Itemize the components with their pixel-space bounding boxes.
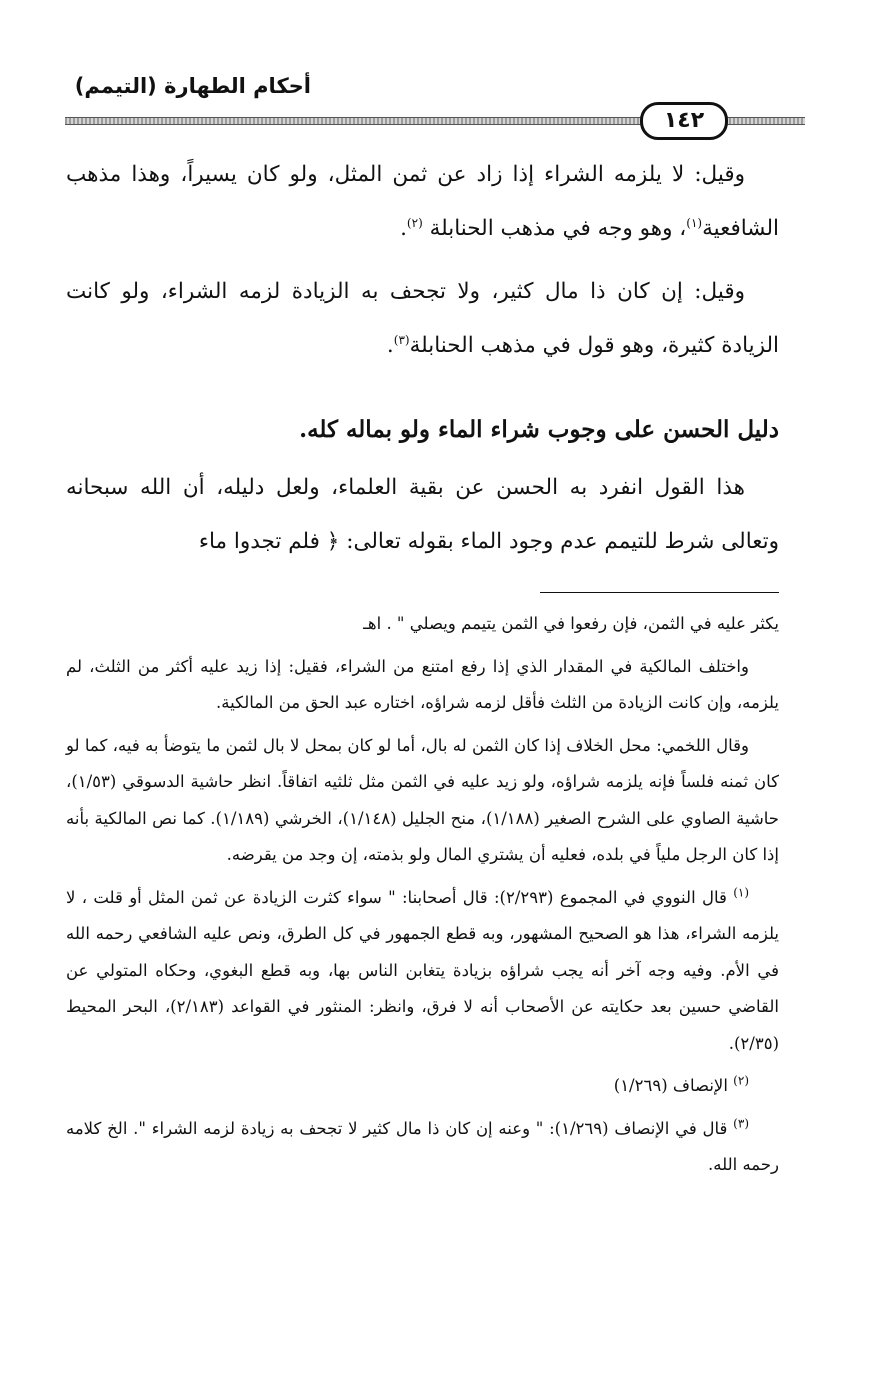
running-header-title: أحكام الطهارة (التيمم) [74,74,311,98]
footnote-1-text: قال النووي في المجموع (٢/٢٩٣): قال أصحابنا: " سواء كثرت الزيادة عن ثمن المثل أو قلت ، لا يلزمه الشراء، هذا هو الصحيح المشهور، وبه قطع الجمهور في كل الطرق، ونص عليه الشافعي رحمه الله في الأم. وفيه وجه آخر أنه يجب شراؤه بزيادة يتغابن الناس بها، وبه قطع البغوي، وحكاه المتولي عن القاضي حسين بعد حكايته عن الأصحاب أنه لا فرق، وانظر: المنثور في القواعد (٢/١٨٣)، البحر المحيط (٢/٣٥). [66,887,779,1053]
paragraph-2-text: وقيل: إن كان ذا مال كثير، ولا تجحف به الزيادة لزمه الشراء، ولو كانت الزيادة كثيرة، وهو قول في مذهب الحنابلة [66,279,779,358]
paragraph-2 [66,265,779,373]
footnote-1-marker: (١) [733,885,750,899]
paragraph-1 [66,148,779,256]
footnote-2-marker: (٢) [733,1073,749,1088]
paragraph-1-text-a: وقيل: لا يلزمه الشراء إذا زاد عن ثمن المثل، ولو كان يسيراً، وهذا مذهب الشافعية [66,162,779,241]
footnote-continuation-1: يكثر عليه في الثمن، فإن رفعوا في الثمن يتيمم ويصلي " . اهـ [363,614,779,633]
footnotes [66,606,779,1190]
section-heading: دليل الحسن على وجوب شراء الماء ولو بماله كله. [299,416,779,443]
main-text [66,148,779,569]
page-number: ١٤٢ [640,102,728,140]
footnote-3-marker: (٣) [733,1116,749,1130]
footnote-ref-2: (٢) [406,215,423,230]
footnote-3 [66,1111,779,1184]
paragraph-1-text-b: ، وهو وجه في مذهب الحنابلة [429,216,687,241]
footnote-2-text: الإنصاف (١/٢٦٩) [613,1076,728,1095]
paragraph-3: هذا القول انفرد به الحسن عن بقية العلماء، ولعل دليله، أن الله سبحانه وتعالى شرط للتيمم عدم وجود الماء بقوله تعالى: ﴿ فلم تجدوا ماء [66,475,779,554]
footnote-2 [66,1068,779,1105]
paragraph-2-end: . [386,333,394,358]
footnote-ref-1: (١) [686,215,703,230]
footnote-3-text: قال في الإنصاف (١/٢٦٩): " وعنه إن كان ذا مال كثير لا تجحف به زيادة لزمه الشراء ". الخ كلامه رحمه الله. [66,1118,779,1174]
footnote-continuation-3: وقال اللخمي: محل الخلاف إذا كان الثمن له بال، أما لو كان بمحل لا بال لثمن ما يتوضأ به فيه، كما لو كان ثمنه فلساً فإنه يلزمه شراؤه، ولو زيد عليه في الثمن مثل ثلثيه اتفاقاً. انظر حاشية الدسوقي (١/٥٣)، حاشية الصاوي على الشرح الصغير (١/١٨٨)، منح الجليل (١/١٤٨)، الخرشي (١/١٨٩). كما نص المالكية بأنه إذا كان الرجل ملياً في بلده، فعليه أن يشتري المال ولو بذمته، إن وجد من يقرضه. [66,735,780,864]
footnote-ref-3: (٣) [393,332,410,347]
footnote-separator [540,592,779,593]
paragraph-1-end: . [400,216,407,241]
footnote-continuation-2: واختلف المالكية في المقدار الذي إذا رفع امتنع من الشراء، فقيل: إذا زيد عليه أكثر من الثلث، لم يلزمه، وإن كانت الزيادة من الثلث فأقل لزمه شراؤه، اختاره عبد الحق من المالكية. [66,656,779,712]
footnote-1 [66,880,779,1063]
